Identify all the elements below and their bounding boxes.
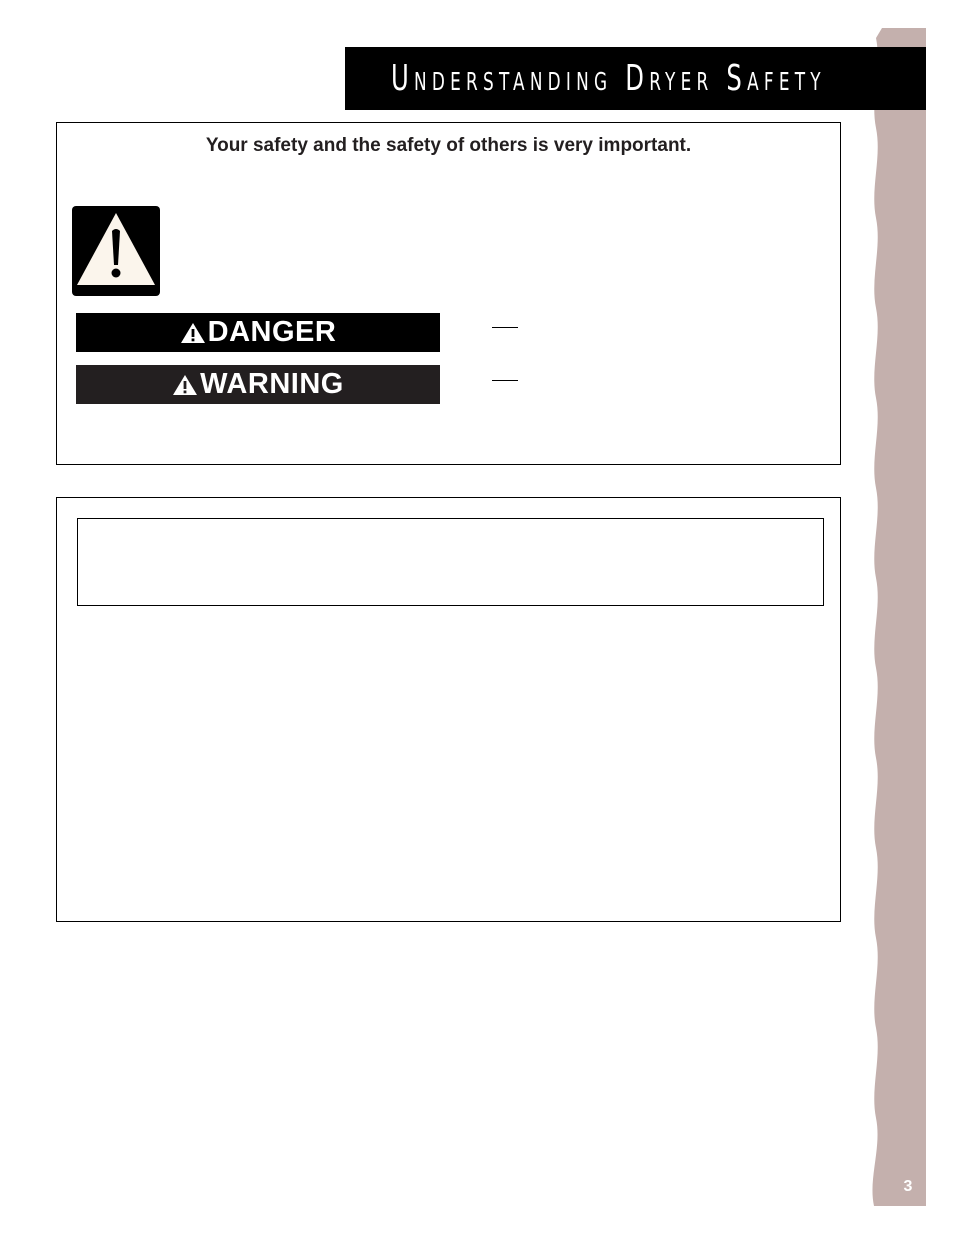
alert-triangle-icon bbox=[180, 321, 206, 345]
warning-underline bbox=[492, 380, 518, 381]
safety-message-box bbox=[56, 122, 841, 465]
danger-signal-bar bbox=[76, 313, 440, 352]
page-title: Understanding Dryer Safety bbox=[391, 58, 826, 99]
instructions-box bbox=[56, 497, 841, 922]
alert-triangle-icon bbox=[172, 373, 198, 397]
decorative-side-strip bbox=[868, 28, 926, 1206]
danger-label: DANGER bbox=[207, 316, 337, 348]
safety-headline: Your safety and the safety of others is very important. bbox=[205, 135, 692, 156]
danger-underline bbox=[492, 327, 518, 328]
warning-label: WARNING bbox=[200, 368, 344, 400]
instructions-header-box bbox=[77, 518, 824, 606]
page-number: 3 bbox=[903, 1178, 913, 1195]
warning-signal-bar bbox=[76, 365, 440, 404]
page-title-bar bbox=[345, 47, 926, 110]
safety-alert-icon bbox=[71, 205, 161, 297]
